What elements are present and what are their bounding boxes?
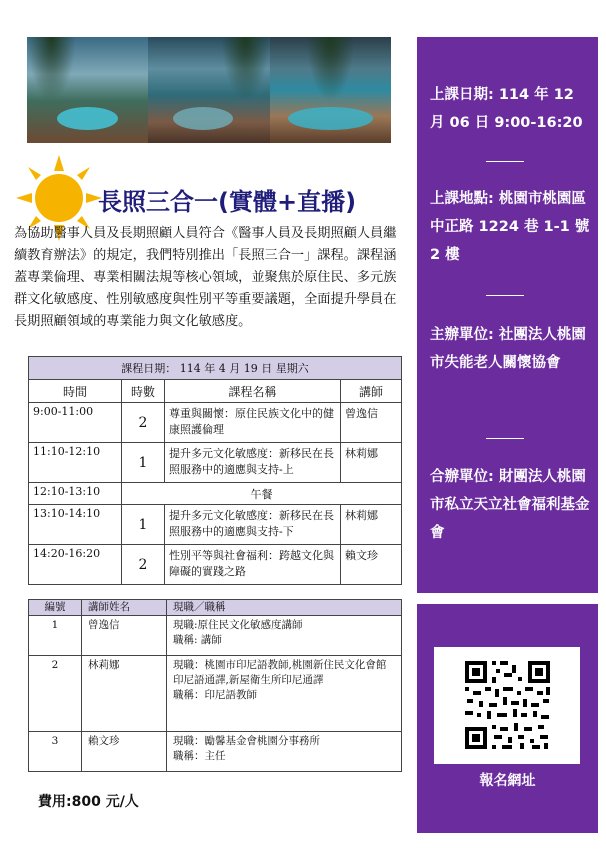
row-hours: 2 xyxy=(122,403,165,443)
row-time: 9:00-11:00 xyxy=(29,403,122,443)
row-time: 12:10-13:10 xyxy=(29,483,122,505)
instructor-position xyxy=(167,656,402,732)
resort-photo-banner xyxy=(27,37,391,143)
class-date: 上課日期: 114 年 12 月 06 日 9:00-16:20 xyxy=(430,87,583,131)
instructor-table xyxy=(28,599,402,772)
resort-photo-3 xyxy=(270,37,391,143)
qr-code[interactable] xyxy=(434,647,580,764)
instructor-position xyxy=(167,616,402,656)
instructor-number: 2 xyxy=(29,656,82,732)
row-time: 13:10-14:10 xyxy=(29,505,122,545)
page-title: 長照三合一(實體+直播) xyxy=(98,188,357,216)
instructor-number: 1 xyxy=(29,616,82,656)
divider xyxy=(486,295,524,296)
fee-text: 費用:800 元/人 xyxy=(38,794,139,810)
header-instructor-name: 講師姓名 xyxy=(82,600,167,616)
row-course-name: 尊重與關懷：原住民族文化中的健康照護倫理 xyxy=(165,403,341,443)
table-row xyxy=(29,545,402,585)
instructor-row xyxy=(29,656,402,732)
row-time: 14:20-16:20 xyxy=(29,545,122,585)
instructor-name: 賴文珍 xyxy=(82,732,167,772)
schedule-table xyxy=(28,356,402,585)
divider xyxy=(486,161,524,162)
title-line: 職稱: 講師 xyxy=(173,634,222,646)
title-line: 職稱：主任 xyxy=(173,750,226,762)
intro-paragraph: 為協助醫事人員及長期照顧人員符合《醫事人員及長期照顧人員繼續教育辦法》的規定，我們特別推出「長照三合一」課程。課程涵蓋專業倫理、專業相關法規等核心領域，並聚焦於原住民、多元族群文化敏感度、性別敏感度與性別平等重要議題，全面提升學員在長期照顧領域的專業能力與文化敏感度。 xyxy=(14,226,397,329)
table-row-lunch xyxy=(29,483,402,505)
row-course-name: 提升多元文化敏感度：新移民在長照服務中的適應與支持-上 xyxy=(165,443,341,483)
position-line: 現職：勵馨基金會桃園分事務所 xyxy=(173,735,320,747)
instructor-name: 曾逸信 xyxy=(82,616,167,656)
class-location: 上課地點: 桃園市桃園區中正路 1224 巷 1-1 號 2 樓 xyxy=(430,191,590,263)
signup-link[interactable]: 報名網址 xyxy=(479,773,536,789)
table-row xyxy=(29,443,402,483)
row-hours: 1 xyxy=(122,443,165,483)
instructor-row xyxy=(29,732,402,772)
divider xyxy=(486,438,524,439)
instructor-position xyxy=(167,732,402,772)
co-organizer: 合辦單位: 財團法人桃園市私立天立社會福利基金會 xyxy=(430,469,590,541)
header-number: 編號 xyxy=(29,600,82,616)
info-panel xyxy=(417,37,598,593)
header-hours: 時數 xyxy=(122,380,165,403)
row-teacher: 林莉娜 xyxy=(341,505,402,545)
position-line: 現職：桃園市印尼語教師,桃園新住民文化會館印尼語通譯,新屋衛生所印尼通譯 xyxy=(173,659,387,686)
header-course-name: 課程名稱 xyxy=(165,380,341,403)
row-course-name: 提升多元文化敏感度：新移民在長照服務中的適應與支持-下 xyxy=(165,505,341,545)
header-position: 現職／職稱 xyxy=(167,600,402,616)
instructor-number: 3 xyxy=(29,732,82,772)
course-date: 課程日期： 114 年 4 月 19 日 星期六 xyxy=(29,357,402,380)
position-line: 現職:原住民文化敏感度講師 xyxy=(173,619,303,631)
resort-photo-2 xyxy=(148,37,269,143)
table-row xyxy=(29,505,402,545)
signup-panel xyxy=(417,604,598,833)
row-time: 11:10-12:10 xyxy=(29,443,122,483)
title-line: 職稱：印尼語教師 xyxy=(173,689,257,701)
row-course-name: 性別平等與社會福利：跨越文化與障礙的實踐之路 xyxy=(165,545,341,585)
row-teacher: 賴文珍 xyxy=(341,545,402,585)
row-teacher: 曾逸信 xyxy=(341,403,402,443)
resort-photo-1 xyxy=(27,37,148,143)
row-hours: 2 xyxy=(122,545,165,585)
row-teacher: 林莉娜 xyxy=(341,443,402,483)
table-row xyxy=(29,403,402,443)
instructor-name: 林莉娜 xyxy=(82,656,167,732)
row-hours: 1 xyxy=(122,505,165,545)
organizer: 主辦單位: 社團法人桃園市失能老人關懷協會 xyxy=(430,327,586,371)
qr-code-icon xyxy=(434,647,580,764)
header-teacher: 講師 xyxy=(341,380,402,403)
lunch-label: 午餐 xyxy=(122,483,402,505)
header-time: 時間 xyxy=(29,380,122,403)
instructor-row xyxy=(29,616,402,656)
